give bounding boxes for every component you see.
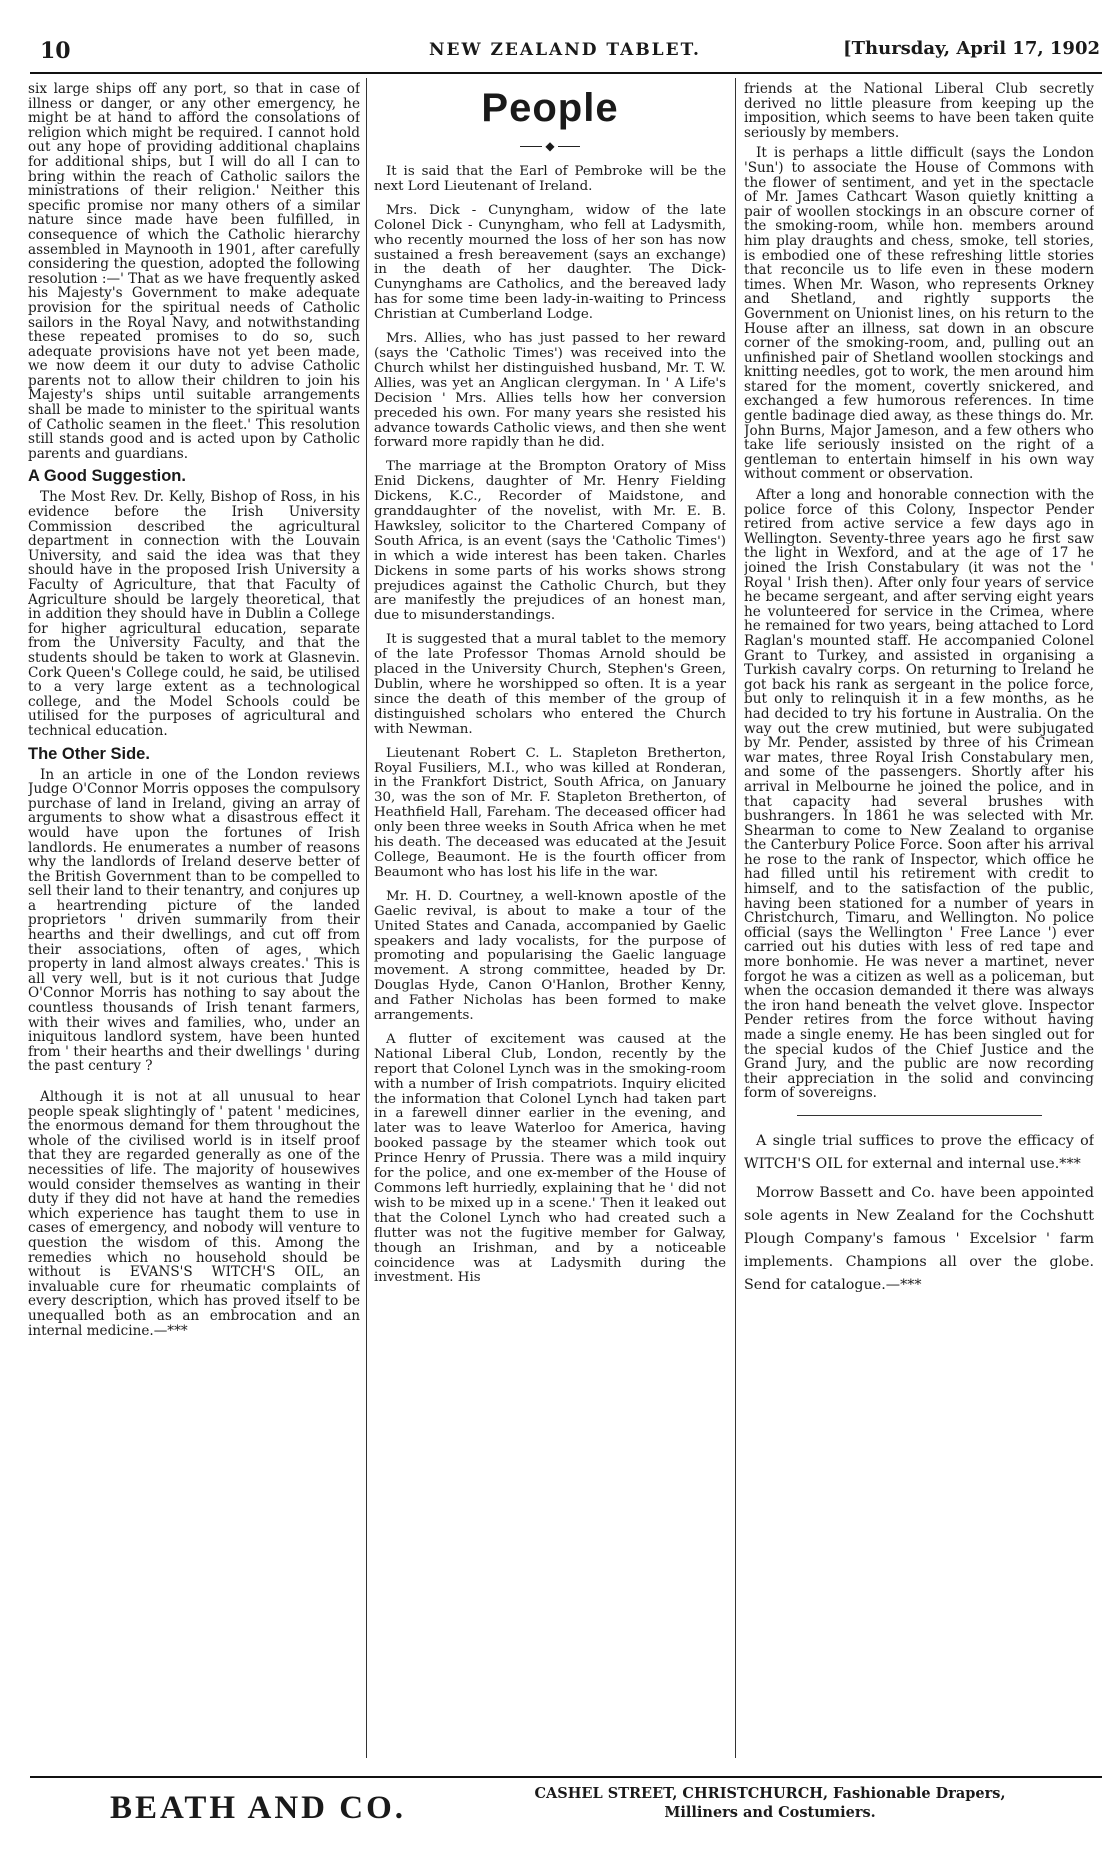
paragraph: It is suggested that a mural tablet to the memory of the late Professor Thomas Arnold should be placed in the University Church, Stephen's Green, Dublin, where he worshipped so often. It is a year since the death of this member of the group of distinguished scholars who entered the Church with Newman. [374,632,726,737]
address-line: CASHEL STREET, CHRISTCHURCH, Fashionable Drapers, [534,1785,1006,1802]
paragraph: friends at the National Liberal Club secretly derived no little pleasure from keeping up the imposition, which seems to have been taken quite seriously by members. [744,82,1094,141]
paragraph: Mr. H. D. Courtney, a well-known apostle of the Gaelic revival, is about to make a tour of the United States and Canada, accompanied by Gaelic speakers and lady vocalists, for the purpose of promoting and popularising the Gaelic language movement. A strong committee, headed by Dr. Douglas Hyde, Canon O'Hanlon, Brother Kenny, and Father Nicholas has been formed to make arrangements. [374,888,726,1024]
header-rule [30,72,1102,74]
page-header [30,38,1100,72]
address-line: Milliners and Costumiers. [664,1804,876,1821]
advertisement: Morrow Bassett and Co. have been appointed sole agents in New Zealand for the Cochshutt Plough Company's famous ' Excelsior ' farm implements. Champions all over the globe. Send for catalogue.—*** [744,1184,1094,1293]
column-left [28,82,360,1754]
title-ornament: ◆ [374,139,726,153]
paragraph: Lieutenant Robert C. L. Stapleton Bretherton, Royal Fusiliers, M.I., who was killed at Ronderan, in the Frankfort District, South Africa, on January 30, was the son of Mr. F. Stapleton Bretherton, of Heathfield Hall, Fareham. The deceased officer had only been three weeks in South Africa when he met his death. The deceased was educated at the Jesuit College, Beaumont. He is the fourth officer from Beaumont who has lost his life in the war. [374,745,726,880]
paragraph: It is perhaps a little difficult (says the London 'Sun') to associate the House of Commons with the flower of sentiment, and yet in the spectacle of Mr. James Cathcart Wason quietly knitting a pair of woollen stockings in an obscure corner of the smoking-room, while hon. members around him play draughts and chess, smoke, tell stories, is embodied one of these refreshing little stories that reconcile us to life even in these modern times. When Mr. Wason, who represents Orkney and Shetland, and rightly supports the Government on Unionist lines, on his return to the House after an illness, sat down in an obscure corner of the smoking-room, and, pulling out an unfinished pair of Shetland woollen stockings and knitting needles, got to work, the men around him stared for the moment, covertly snickered, and exchanged a few humorous references. In time gentle badinage died away, as these things do. Mr. John Burns, Major Jameson, and a few others who take life seriously insisted on the right of a gentleman to entertain himself in his own way without comment or observation. [744,145,1094,483]
column-divider [735,78,736,1758]
paragraph: A flutter of excitement was caused at the National Liberal Club, London, recently by the report that Colonel Lynch was in the smoking-room with a number of Irish compatriots. Inquiry elicited the information that Colonel Lynch had taken part in a farewell dinner earlier in the evening, and later was to leave Waterloo for America, having booked passage by the steamer which took out Prince Henry of Prussia. There was a mild inquiry for the police, and one ex-member of the House of Commons left hurriedly, explaining that he ' did not wish to be mixed up in a scene.' Then it leaked out that the Colonel Lynch who had created such a flutter was not the fugitive member for Galway, though an Irishman, and by a noticeable coincidence was at Ladysmith during the investment. His [374,1031,726,1286]
masthead: NEW ZEALAND TABLET. [429,40,701,60]
page-number: 10 [40,38,71,64]
firm-address [470,1784,1070,1822]
separator [797,1115,1042,1116]
section-heading: A Good Suggestion. [28,467,186,486]
column-divider [366,78,367,1758]
paragraph: It is said that the Earl of Pembroke will be the next Lord Lieutenant of Ireland. [374,164,726,194]
paragraph: Although it is not at all unusual to hear people speak slightingly of ' patent ' medicines, the enormous demand for them throughout the whole of the civilised world is in itself proof that they are regarded generally as one of the necessities of life. The majority of housewives would consider themselves as wanting in their duty if they did not have at hand the remedies which experience has taught them to use in cases of emergency, and nobody will venture to question the wisdom of this. Among the remedies which no household should be without is EVANS'S WITCH'S OIL, an invaluable cure for rheumatic complaints of every description, which has proved itself to be unequalled both as an embrocation and an internal medicine.—*** [28,1089,360,1339]
paragraph: In an article in one of the London reviews Judge O'Connor Morris opposes the compulsory purchase of land in Ireland, giving an array of arguments to show what a disastrous effect it would have upon the fortunes of Irish landlords. He enumerates a number of reasons why the landlords of Ireland deserve better of the British Government than to be compelled to sell their land to their tenantry, and conjures up a heartrending picture of the landed proprietors ' driven summarily from their hearths and their dwellings, and cut off from their associations, often of ages, which property in land almost always creates.' This is all very well, but is it not curious that Judge O'Connor Morris has nothing to say about the countless thousands of Irish tenant farmers, with their wives and families, who, under an iniquitous landlord system, have been hunted from ' their hearths and their dwellings ' during the past century ? [28,766,360,1075]
column-middle [374,82,726,1754]
issue-date: [Thursday, April 17, 1902 [843,38,1100,59]
column-right [744,82,1094,1754]
firm-name: BEATH AND CO. [110,1790,407,1826]
paragraph: Mrs. Allies, who has just passed to her reward (says the 'Catholic Times') was received into the Church whilst her distinguished husband, Mr. T. W. Allies, was yet an Anglican clergyman. In ' A Life's Decision ' Mrs. Allies tells how her conversion preceded his own. For many years she resisted his advance towards Catholic views, and then she went forward more rapidly than he did. [374,331,726,451]
paragraph: Mrs. Dick - Cunyngham, widow of the late Colonel Dick - Cunyngham, who fell at Ladysmith, who recently mourned the loss of her son has now sustained a fresh bereavement (says an exchange) in the death of her daughter. The Dick-Cunynghams are Catholics, and the bereaved lady has for some time been lady-in-waiting to Princess Christian at Cumberland Lodge. [374,202,726,323]
section-heading: The Other Side. [28,744,150,763]
paragraph: After a long and honorable connection with the police force of this Colony, Inspector Pender retired from active service a few days ago in Wellington. Seventy-three years ago he first saw the light in Wexford, and at the age of 17 he joined the Irish Constabulary (it was not the ' Royal ' Irish then). After only four years of service he became sergeant, and after serving eight years he volunteered for service in the Crimea, where he remained for two years, being attached to Lord Raglan's mounted staff. He accompanied Colonel Grant to Turkey, and assisted in organising a Turkish cavalry corps. On returning to Ireland he got back his rank as sergeant in the police force, but only to relinquish it in a few months, as he had decided to try his fortune in Australia. On the way out the crew mutinied, but were subjugated by Mr. Pender, assisted by three of his Crimean war mates, three Royal Irish Constabulary men, and some of the passengers. Shortly after his arrival in Melbourne he joined the police, and in that capacity had several brushes with bushrangers. In 1861 he was selected with Mr. Shearman to come to New Zealand to organise the Canterbury Police Force. Soon after his arrival he rose to the rank of Inspector, which office he had filled until his retirement with credit to himself, and to the satisfaction of the public, having been stationed for a number of years in Christchurch, Timaru, and Wellington. No police official (says the Wellington ' Free Lance ') ever carried out his duties with less of red tape and more bonhomie. He was never a martinet, never forgot he was a citizen as well as a policeman, but when the occasion demanded it there was always the iron hand beneath the velvet glove. Inspector Pender retires from the force without having made a single enemy. He has been singled out for the special kudos of the Chief Justice and the Grand Jury, and the public are now recording their appreciation in the solid and convincing form of sovereigns. [744,487,1094,1102]
paragraph: six large ships off any port, so that in case of illness or danger, or any other emergency, he might be at hand to afford the consolations of religion which might be required. I cannot hold out any hope of providing additional chaplains for additional ships, but I will do all I can to bring within the reach of Catholic sailors the ministrations of their religion.' Neither this specific promise nor many others of a similar nature since made have been fulfilled, in consequence of which the Catholic hierarchy assembled in Maynooth in 1901, after carefully considering the question, adopted the following resolution :—' That as we have frequently asked his Majesty's Government to make adequate provision for the spiritual needs of Catholic sailors in the Royal Navy, and notwithstanding these repeated promises to do so, such adequate provisions have not yet been made, we now deem it our duty to advise Catholic parents not to allow their children to join his Majesty's ships until suitable arrangements shall be made to minister to the spiritual wants of Catholic seamen in the fleet.' This resolution still stands good and is acted upon by Catholic parents and guardians. [28,82,360,462]
page-footer [30,1776,1102,1846]
paragraph: The marriage at the Brompton Oratory of Miss Enid Dickens, daughter of Mr. Henry Fielding Dickens, K.C., Recorder of Maidstone, and granddaughter of the novelist, with Mr. E. B. Hawksley, solicitor to the Chartered Company of South Africa, is an event (says the 'Catholic Times') in which a wide interest has been taken. Charles Dickens in some parts of his works shows strong prejudices against the Catholic Church, but they are manifestly the prejudices of an honest man, due to misunderstandings. [374,459,726,624]
section-title: People [481,86,619,130]
advertisement: A single trial suffices to prove the efficacy of WITCH'S OIL for external and internal use.*** [744,1132,1094,1172]
footer-rule [30,1776,1102,1778]
paragraph: The Most Rev. Dr. Kelly, Bishop of Ross, in his evidence before the Irish University Commission described the agricultural department in connection with the Louvain University, and said the idea was that they should have in the proposed Irish University a Faculty of Agriculture, that that Faculty of Agriculture should be largely theoretical, that in addition they should have in Dublin a College for higher agricultural education, separate from the University Faculty, and that the students should be taken to work at Glasnevin. Cork Queen's College could, he said, be utilised to a very large extent as a technological college, and the Model Schools could be utilised for the purposes of agricultural and technical education. [28,489,360,739]
